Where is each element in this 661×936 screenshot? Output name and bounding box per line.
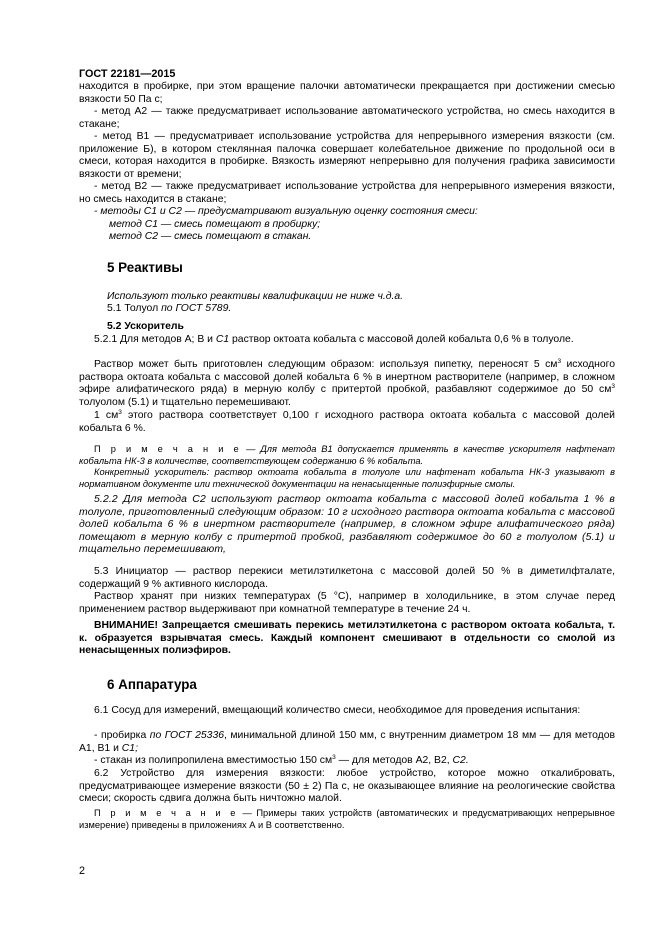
document-header: ГОСТ 22181—2015 [79,68,176,80]
methods-c-intro: - методы С1 и С2 — предусматривают визуальную оценку состояния смеси: [94,206,478,217]
warning-paragraph: ВНИМАНИЕ! Запрещается смешивать перекись метилэтилкетона с раствором октоата кобальта, т. к. образуется взрывчатая смесь. Каждый компонент смешивают в отдельности со смолой из ненасыщенных полиэфиров. [79,620,615,657]
clause-5-3: 5.3 Инициатор — раствор перекиси метилэтилкетона с массовой долей 50 % в диметилфталате, содержащий 9 % активного кислорода. [79,566,615,590]
note-1-continued: Конкретный ускоритель: раствор октоата кобальта в толуоле или нафтенат кобальта НК-3 указывают в нормативном документе или технической документации на ненасыщенные полиэфирные смолы. [79,467,615,489]
method-b1: - метод В1 — предусматривает использование устройства для непрерывного измерения вязкости (см. приложение Б), в котором стеклянная палочка совершает колебательное движение по продольной оси в смеси, которая находится в пробирке. Вязкость измеряют непрерывно для получения графика зависимости вязкости от времени; [79,131,615,180]
method-a2: - метод А2 — также предусматривает использование автоматического устройства, но смесь находится в стакане; [79,106,615,130]
clause-5-3-storage: Раствор хранят при низких температурах (5 °С), например в холодильнике, в этом случае перед применением раствор выдерживают при комнатной температуре в течение 24 ч. [79,591,615,615]
method-c1: метод С1 — смесь помещают в пробирку; [109,219,321,230]
tube-item: - пробирка по ГОСТ 25336, минимальной длиной 150 мм, с внутренним диаметром 18 мм — для методов А1, В1 и С1; [79,730,615,754]
cm3-equivalence: 1 $см^3$ этого раствора соответствует 0,100 г исходного раствора октоата кобальта с массовой долей кобальта 6 %. [79,409,615,434]
method-b2: - метод В2 — также предусматривает использование устройства для непрерывного измерения вязкости, но смесь находится в стакане; [79,181,615,205]
clause-6-2: 6.2 Устройство для измерения вязкости: любое устройство, которое можно откалибровать, предусматривающее измерение вязкости (50 ± 2) Па с, не оказывающее влияние на реологические свойства смеси; скорость сдвига должна быть ничтожно малой. [79,768,615,805]
clause-6-1: 6.1 Сосуд для измерений, вмещающий количество смеси, необходимое для проведения испытания: [94,705,581,716]
method-c2: метод С2 — смесь помещают в стакан. [109,231,312,242]
cup-item: - стакан из полипропилена вместимостью 150 $см^3$ — для методов А2, В2, С2. [94,754,469,766]
section-6-title: 6 Аппаратура [107,677,197,692]
note-2: П р и м е ч а н и е — Примеры таких устройств (автоматических и предусматривающих непрерывное измерение) приведены в приложениях А и В соответственно. [79,808,615,830]
note-1: П р и м е ч а н и е — Для метода В1 допускается применять в качестве ускорителя нафтенат кобальта НК-3 в количестве, соответствующем содержанию 6 % кобальта. [79,444,615,466]
method-a-continued: находится в пробирке, при этом вращение палочки автоматически прекращается при достижении смесью вязкости 50 Па с; [79,81,615,105]
clause-5-2-1: 5.2.1 Для методов А; В и С1 раствор октоата кобальта с массовой долей кобальта 0,6 % в толуоле. [94,334,574,345]
clause-5-1: 5.1 Толуол по ГОСТ 5789. [107,303,232,314]
preparation-paragraph: Раствор может быть приготовлен следующим образом: используя пипетку, переносят 5 $см^3$ исходного раствора октоата кобальта с массовой долей кобальта 6 % в инертном растворителе (например, в сложном эфире алифатического ряда) в мерную колбу с притертой пробкой, разбавляют содержимое до 50 $см^3$ толуолом (5.1) и тщательно перемешивают. [79,358,615,408]
reagents-intro: Используют только реактивы квалификации не ниже ч.д.а. [107,291,404,302]
section-5-title: 5 Реактивы [107,260,183,275]
clause-5-2-2: 5.2.2 Для метода С2 используют раствор октоата кобальта с массовой долей кобальта 1 % в толуоле, приготовленный следующим образом: 10 г исходного раствора октоата кобальта с массовой долей кобальта 6 % в инертном растворителе (например, в сложном эфире алифатического ряда) помещают в мерную колбу с притертой пробкой, разбавляют содержимое до 60 г толуолом (5.1) и тщательно перемешивают, [79,494,615,556]
clause-5-2-heading: 5.2 Ускоритель [107,321,184,332]
page-number: 2 [79,865,86,877]
